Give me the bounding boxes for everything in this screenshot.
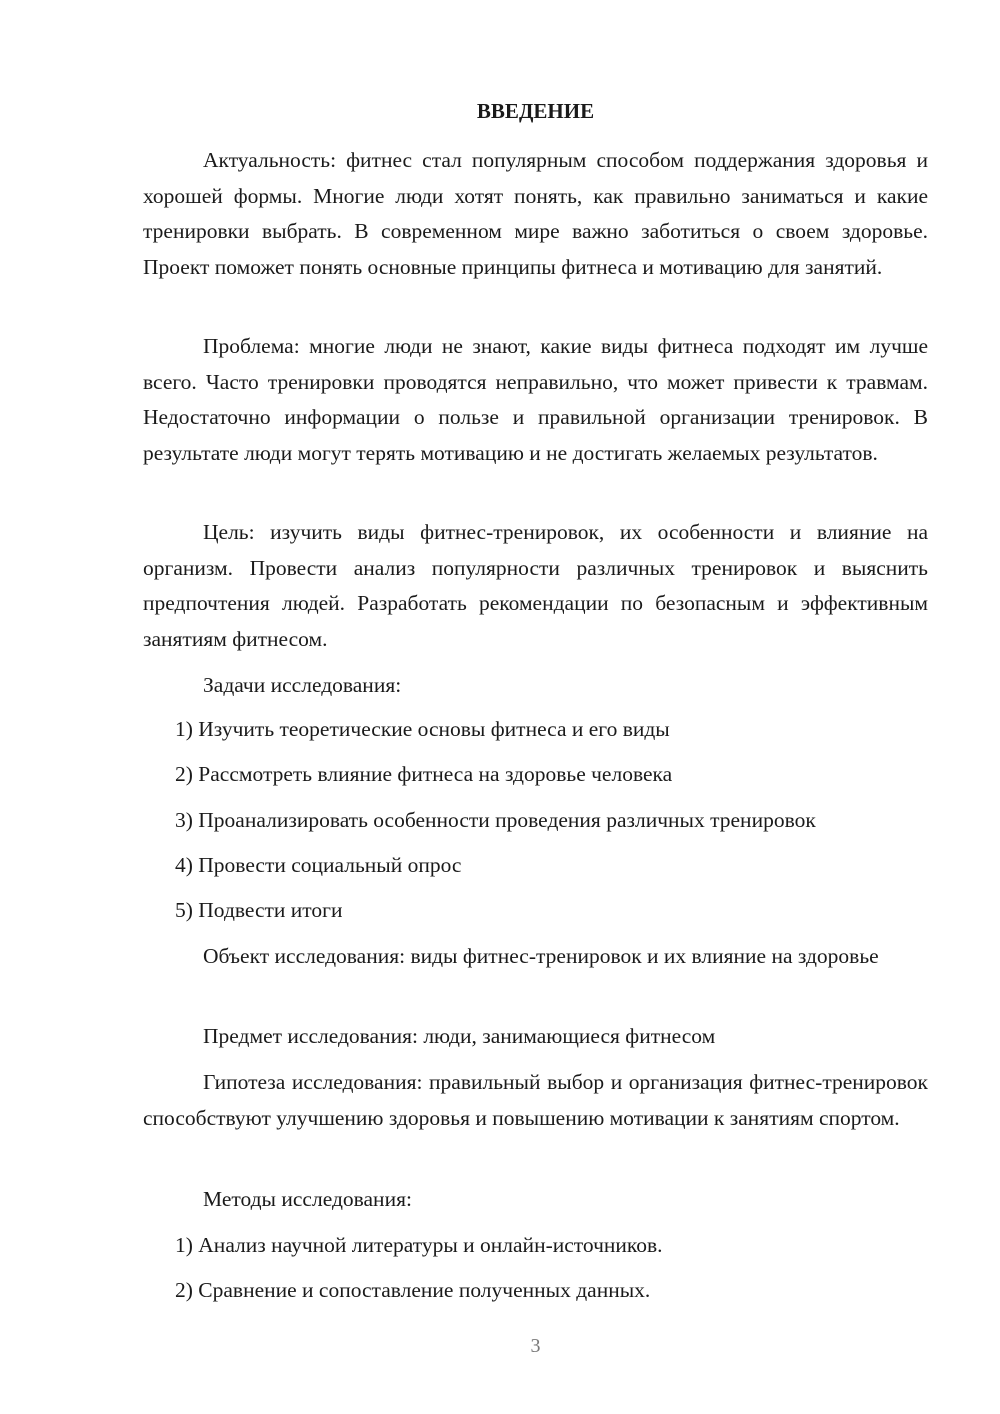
method-item: 1) Анализ научной литературы и онлайн-источников. [175, 1233, 663, 1257]
task-item: 3) Проанализировать особенности проведения различных тренировок [175, 808, 816, 832]
methods-heading: Методы исследования: [203, 1187, 412, 1211]
tasks-heading: Задачи исследования: [203, 673, 402, 697]
goal-paragraph: Цель: изучить виды фитнес-тренировок, их особенности и влияние на организм. Провести анализ популярности различных тренировок и выяснить предпочтения людей. Разработать рекомендации по безопасным и эффективным занятиям фитнесом. [143, 520, 928, 651]
hypothesis-paragraph: Гипотеза исследования: правильный выбор и организация фитнес-тренировок способствуют улучшению здоровья и повышению мотивации к занятиям спортом. [143, 1070, 928, 1130]
task-item: 2) Рассмотреть влияние фитнеса на здоровье человека [175, 762, 673, 786]
page-number: 3 [530, 1335, 541, 1357]
page-title: ВВЕДЕНИЕ [476, 99, 595, 123]
relevance-paragraph: Актуальность: фитнес стал популярным способом поддержания здоровья и хорошей формы. Многие люди хотят понять, как правильно заниматься и какие тренировки выбрать. В современном мире важно заботиться о своем здоровье. Проект поможет понять основные принципы фитнеса и мотивацию для занятий. [143, 148, 928, 279]
subject-paragraph: Предмет исследования: люди, занимающиеся фитнесом [203, 1024, 716, 1048]
problem-paragraph: Проблема: многие люди не знают, какие виды фитнеса подходят им лучше всего. Часто тренировки проводятся неправильно, что может привести к травмам. Недостаточно информации о пользе и правильной организации тренировок. В результате люди могут терять мотивацию и не достигать желаемых результатов. [143, 334, 928, 465]
task-item: 4) Провести социальный опрос [175, 853, 462, 877]
document-page [143, 0, 928, 1414]
task-item: 1) Изучить теоретические основы фитнеса и его виды [175, 717, 670, 741]
task-item: 5) Подвести итоги [175, 898, 343, 922]
method-item: 2) Сравнение и сопоставление полученных данных. [175, 1278, 651, 1302]
object-paragraph: Объект исследования: виды фитнес-тренировок и их влияние на здоровье [203, 944, 879, 968]
